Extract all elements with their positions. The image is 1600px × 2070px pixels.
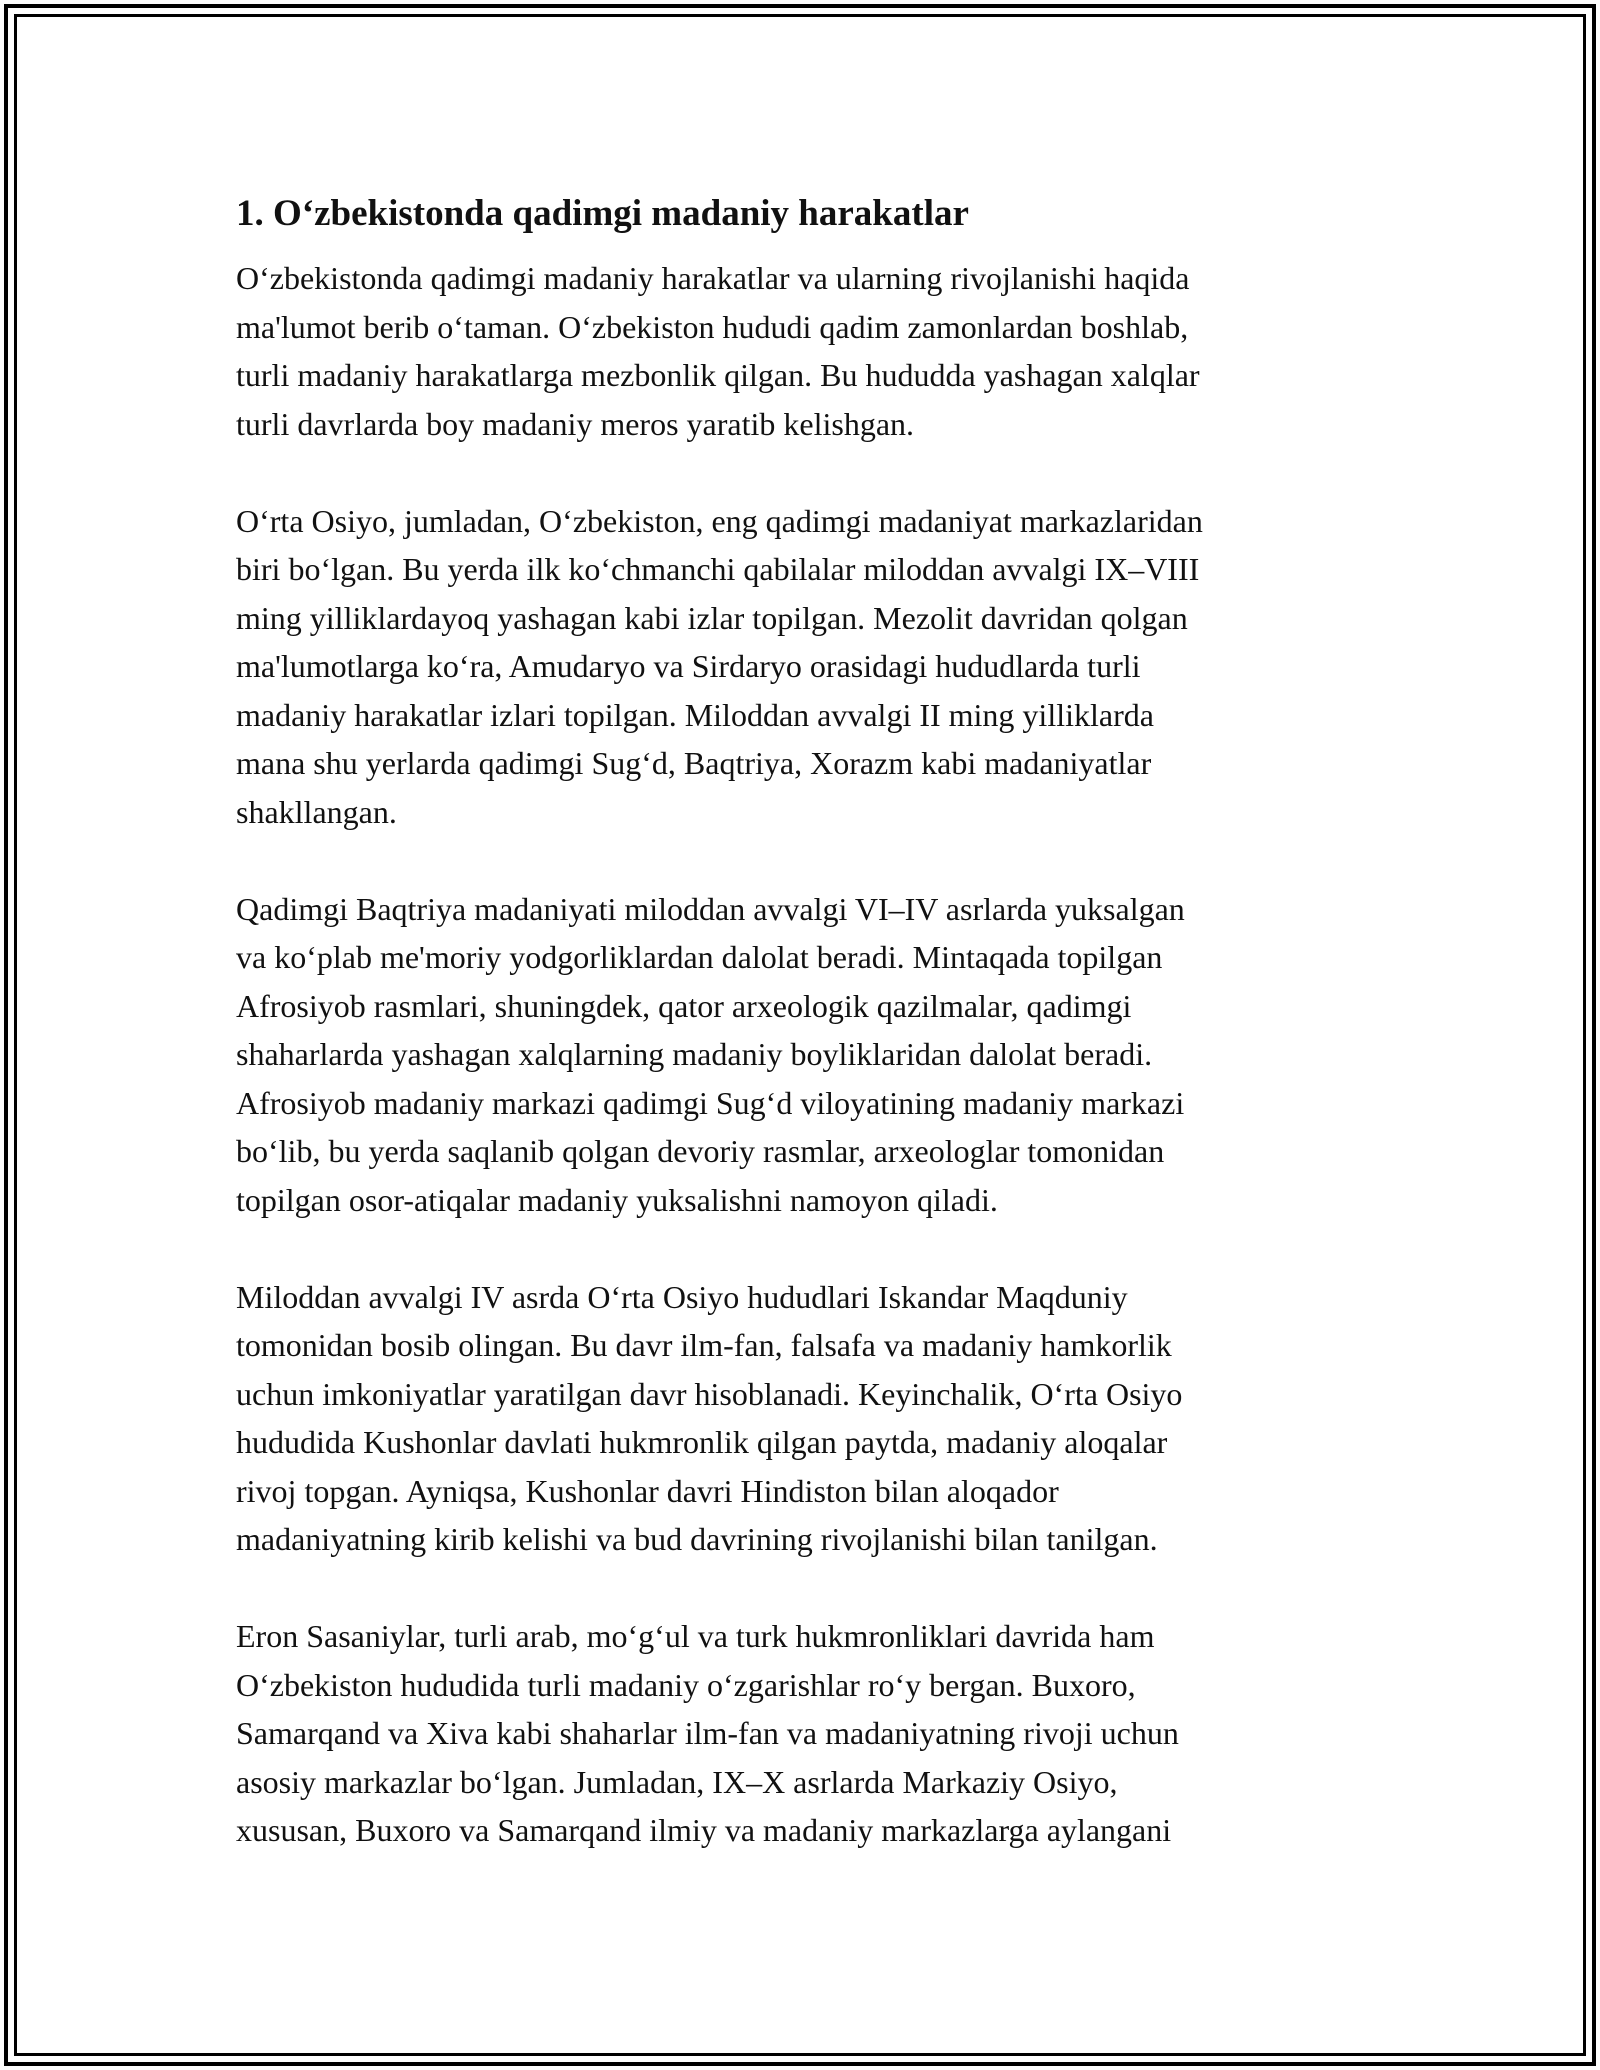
paragraph-2 <box>236 497 1366 837</box>
text-line: ma'lumot berib o‘taman. O‘zbekiston hududi qadim zamonlardan boshlab, <box>236 308 1189 345</box>
text-line: Afrosiyob rasmlari, shuningdek, qator arxeologik qazilmalar, qadimgi <box>236 987 1132 1024</box>
text-line: Samarqand va Xiva kabi shaharlar ilm-fan va madaniyatning rivoji uchun <box>236 1715 1179 1751</box>
text-line: O‘zbekistonda qadimgi madaniy harakatlar va ularning rivojlanishi haqida <box>236 260 1190 296</box>
text-line: asosiy markazlar bo‘lgan. Jumladan, IX–X asrlarda Markaziy Osiyo, <box>236 1763 1118 1800</box>
text-line: O‘rta Osiyo, jumladan, O‘zbekiston, eng qadimgi madaniyat markazlaridan <box>236 502 1203 539</box>
text-line: uchun imkoniyatlar yaratilgan davr hisoblanadi. Keyinchalik, O‘rta Osiyo <box>236 1375 1183 1412</box>
paragraph-4 <box>236 1273 1366 1564</box>
paragraph-3 <box>236 885 1366 1225</box>
text-line: hududida Kushonlar davlati hukmronlik qilgan paytda, madaniy aloqalar <box>236 1424 1168 1460</box>
text-line: va ko‘plab me'moriy yodgorliklardan dalolat beradi. Mintaqada topilgan <box>236 939 1163 975</box>
text-line: Afrosiyob madaniy markazi qadimgi Sug‘d viloyatining madaniy markazi <box>236 1084 1185 1121</box>
section-heading: 1. O‘zbekistonda qadimgi madaniy harakatlar <box>236 193 969 234</box>
text-line: shakllangan. <box>236 793 397 830</box>
text-line: Eron Sasaniylar, turli arab, mo‘g‘ul va turk hukmronliklari davrida ham <box>236 1618 1155 1654</box>
text-line: madaniyatning kirib kelishi va bud davrining rivojlanishi bilan tanilgan. <box>236 1521 1158 1557</box>
text-line: xususan, Buxoro va Samarqand ilmiy va madaniy markazlarga aylangani <box>236 1812 1172 1848</box>
text-line: Miloddan avvalgi IV asrda O‘rta Osiyo hududlari Iskandar Maqduniy <box>236 1278 1128 1315</box>
text-line: O‘zbekiston hududida turli madaniy o‘zgarishlar ro‘y bergan. Buxoro, <box>236 1666 1136 1703</box>
text-line: madaniy harakatlar izlari topilgan. Miloddan avvalgi II ming yilliklarda <box>236 696 1154 733</box>
text-line: bo‘lib, bu yerda saqlanib qolgan devoriy rasmlar, arxeologlar tomonidan <box>236 1133 1165 1169</box>
text-line: rivoj topgan. Ayniqsa, Kushonlar davri Hindiston bilan aloqador <box>236 1472 1059 1509</box>
text-line: shaharlarda yashagan xalqlarning madaniy boyliklaridan dalolat beradi. <box>236 1036 1153 1072</box>
text-line: turli madaniy harakatlarga mezbonlik qilgan. Bu hududda yashagan xalqlar <box>236 357 1200 393</box>
text-line: tomonidan bosib olingan. Bu davr ilm-fan, falsafa va madaniy hamkorlik <box>236 1327 1172 1363</box>
text-line: mana shu yerlarda qadimgi Sug‘d, Baqtriya, Xorazm kabi madaniyatlar <box>236 745 1152 781</box>
paragraph-5 <box>236 1612 1366 1855</box>
text-line: biri bo‘lgan. Bu yerda ilk ko‘chmanchi qabilalar miloddan avvalgi IX–VIII <box>236 551 1200 587</box>
text-line: Qadimgi Baqtriya madaniyati miloddan avvalgi VI–IV asrlarda yuksalgan <box>236 890 1185 927</box>
paragraph-1 <box>236 254 1366 448</box>
text-line: topilgan osor-atiqalar madaniy yuksalishni namoyon qiladi. <box>236 1181 998 1218</box>
text-line: ming yilliklardayoq yashagan kabi izlar topilgan. Mezolit davridan qolgan <box>236 599 1188 636</box>
document-body <box>236 186 1366 1903</box>
text-line: ma'lumotlarga ko‘ra, Amudaryo va Sirdaryo orasidagi hududlarda turli <box>236 648 1141 684</box>
text-line: turli davrlarda boy madaniy meros yaratib kelishgan. <box>236 405 915 442</box>
